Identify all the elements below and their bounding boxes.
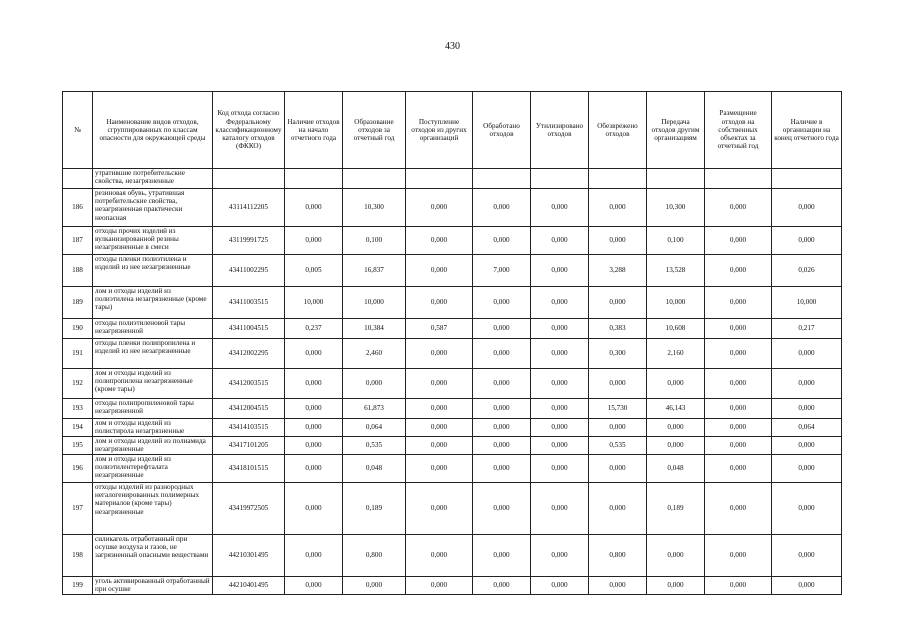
cell-end: 0,000	[772, 535, 842, 577]
cell-name-text: лом и отходы изделий из полистирола незагрязненные	[95, 419, 185, 436]
cell-num: 188	[63, 255, 93, 287]
cell-name-text: отходы полиэтиленовой тары незагрязненной	[95, 319, 186, 336]
cell-code: 43119991725	[213, 227, 285, 255]
cell-received: 0,000	[406, 577, 473, 595]
header-code: Код отхода согласно Федеральному классификационному каталогу отходов (ФККО)	[213, 92, 285, 169]
cell-utilized: 0,000	[531, 189, 589, 227]
cell-num: 195	[63, 437, 93, 455]
cell-received: 0,000	[406, 483, 473, 535]
cell-start: 0,000	[285, 535, 343, 577]
cell-start: 0,000	[285, 419, 343, 437]
cell-num: 189	[63, 287, 93, 319]
cell-name	[93, 483, 213, 535]
cell-name	[93, 319, 213, 339]
cell-num: 190	[63, 319, 93, 339]
cell-num	[63, 169, 93, 189]
cell-name-text: лом и отходы изделий из полиэтилена незагрязненные (кроме тары)	[95, 287, 207, 312]
table-row	[63, 227, 842, 255]
cell-code: 43412004515	[213, 399, 285, 419]
cell-end: 10,000	[772, 287, 842, 319]
cell-code: 43418101515	[213, 455, 285, 483]
cell-transferred: 0,189	[647, 483, 705, 535]
cell-name	[93, 339, 213, 369]
cell-received: 0,000	[406, 419, 473, 437]
cell-processed: 0,000	[473, 437, 531, 455]
table-row	[63, 319, 842, 339]
cell-code: 44210301495	[213, 535, 285, 577]
cell-code: 43414103515	[213, 419, 285, 437]
cell-processed	[473, 169, 531, 189]
cell-processed: 0,000	[473, 189, 531, 227]
cell-end: 0,000	[772, 577, 842, 595]
cell-transferred: 10,000	[647, 287, 705, 319]
cell-start: 0,000	[285, 399, 343, 419]
cell-received: 0,000	[406, 227, 473, 255]
cell-utilized: 0,000	[531, 227, 589, 255]
cell-utilized: 0,000	[531, 437, 589, 455]
cell-num: 197	[63, 483, 93, 535]
header-processed: Обработано отходов	[473, 92, 531, 169]
cell-neutralized: 0,000	[589, 419, 647, 437]
cell-placed: 0,000	[705, 319, 772, 339]
cell-received: 0,000	[406, 369, 473, 399]
cell-name-text: отходы полипропиленовой тары незагрязненной	[95, 399, 194, 416]
cell-utilized	[531, 169, 589, 189]
cell-processed: 0,000	[473, 369, 531, 399]
cell-neutralized: 0,535	[589, 437, 647, 455]
cell-start: 0,000	[285, 369, 343, 399]
table-row	[63, 419, 842, 437]
cell-processed: 7,000	[473, 255, 531, 287]
cell-neutralized: 0,300	[589, 339, 647, 369]
cell-received: 0,000	[406, 339, 473, 369]
cell-formed: 0,189	[343, 483, 406, 535]
cell-transferred: 0,000	[647, 577, 705, 595]
cell-transferred: 46,143	[647, 399, 705, 419]
cell-start: 0,000	[285, 227, 343, 255]
cell-placed	[705, 169, 772, 189]
cell-transferred: 13,528	[647, 255, 705, 287]
cell-name-text: отходы прочих изделий из вулканизированной резины незагрязненные в смеси	[95, 227, 179, 252]
page-number: 430	[445, 41, 460, 52]
cell-placed: 0,000	[705, 483, 772, 535]
cell-formed: 0,100	[343, 227, 406, 255]
cell-name	[93, 169, 213, 189]
cell-utilized: 0,000	[531, 255, 589, 287]
cell-placed: 0,000	[705, 577, 772, 595]
cell-processed: 0,000	[473, 287, 531, 319]
cell-start: 0,000	[285, 483, 343, 535]
cell-end: 0,000	[772, 437, 842, 455]
cell-end: 0,217	[772, 319, 842, 339]
cell-neutralized	[589, 169, 647, 189]
cell-name-text: уголь активированный отработанный при осушке	[95, 577, 210, 594]
cell-end: 0,000	[772, 227, 842, 255]
cell-processed: 0,000	[473, 319, 531, 339]
cell-placed: 0,000	[705, 535, 772, 577]
cell-code	[213, 169, 285, 189]
cell-placed: 0,000	[705, 227, 772, 255]
cell-name-text: лом и отходы изделий из полипропилена незагрязненные (кроме тары)	[95, 369, 193, 394]
cell-neutralized: 3,288	[589, 255, 647, 287]
cell-utilized: 0,000	[531, 319, 589, 339]
cell-processed: 0,000	[473, 339, 531, 369]
cell-formed: 0,048	[343, 455, 406, 483]
cell-name-text: лом и отходы изделий из полиамида незагрязненные	[95, 437, 206, 454]
cell-utilized: 0,000	[531, 577, 589, 595]
cell-formed: 10,384	[343, 319, 406, 339]
cell-num: 199	[63, 577, 93, 595]
cell-end: 0,000	[772, 189, 842, 227]
cell-received: 0,000	[406, 399, 473, 419]
cell-end: 0,000	[772, 455, 842, 483]
cell-formed: 61,873	[343, 399, 406, 419]
cell-start: 0,000	[285, 455, 343, 483]
cell-formed: 0,535	[343, 437, 406, 455]
waste-report-table	[62, 91, 842, 595]
cell-neutralized: 0,000	[589, 287, 647, 319]
table-row	[63, 255, 842, 287]
cell-processed: 0,000	[473, 399, 531, 419]
cell-formed: 10,300	[343, 189, 406, 227]
cell-name-text: утратившие потребительские свойства, незагрязненные	[95, 169, 185, 186]
cell-name-text: лом и отходы изделий из полиэтилентерефталата незагрязненные	[95, 455, 171, 480]
cell-end: 0,000	[772, 399, 842, 419]
table-row	[63, 339, 842, 369]
cell-neutralized: 0,000	[589, 455, 647, 483]
cell-num: 198	[63, 535, 93, 577]
cell-name	[93, 437, 213, 455]
cell-start: 0,237	[285, 319, 343, 339]
cell-received	[406, 169, 473, 189]
cell-received: 0,000	[406, 455, 473, 483]
table-row	[63, 399, 842, 419]
cell-end: 0,000	[772, 483, 842, 535]
cell-received: 0,000	[406, 287, 473, 319]
cell-neutralized: 15,730	[589, 399, 647, 419]
cell-num: 196	[63, 455, 93, 483]
cell-placed: 0,000	[705, 255, 772, 287]
cell-utilized: 0,000	[531, 399, 589, 419]
cell-formed: 0,000	[343, 369, 406, 399]
cell-neutralized: 0,800	[589, 535, 647, 577]
cell-num: 186	[63, 189, 93, 227]
cell-code: 43411003515	[213, 287, 285, 319]
header-utilized: Утилизировано отходов	[531, 92, 589, 169]
cell-transferred: 0,000	[647, 369, 705, 399]
cell-start: 0,000	[285, 339, 343, 369]
cell-processed: 0,000	[473, 455, 531, 483]
cell-end: 0,026	[772, 255, 842, 287]
header-received: Поступление отходов из других организаций	[406, 92, 473, 169]
cell-code: 43114112205	[213, 189, 285, 227]
cell-transferred: 2,160	[647, 339, 705, 369]
cell-name-text: отходы пленки полипропилена и изделий из нее незагрязненные	[95, 339, 196, 356]
cell-name	[93, 577, 213, 595]
cell-name	[93, 399, 213, 419]
cell-name-text: отходы изделий из разнородных негалогенированных полимерных материалов (кроме тары) незагрязненные	[95, 483, 200, 516]
cell-name	[93, 189, 213, 227]
cell-code: 43412002295	[213, 339, 285, 369]
table-row	[63, 577, 842, 595]
cell-formed: 0,800	[343, 535, 406, 577]
cell-utilized: 0,000	[531, 369, 589, 399]
header-transferred: Передача отходов другим организациям	[647, 92, 705, 169]
cell-neutralized: 0,000	[589, 483, 647, 535]
cell-placed: 0,000	[705, 189, 772, 227]
table-row	[63, 287, 842, 319]
cell-formed: 10,000	[343, 287, 406, 319]
cell-name	[93, 455, 213, 483]
cell-transferred: 10,300	[647, 189, 705, 227]
cell-received: 0,000	[406, 535, 473, 577]
cell-neutralized: 0,000	[589, 369, 647, 399]
cell-placed: 0,000	[705, 437, 772, 455]
cell-num: 191	[63, 339, 93, 369]
cell-processed: 0,000	[473, 227, 531, 255]
table-row	[63, 369, 842, 399]
cell-code: 43419972505	[213, 483, 285, 535]
table-body	[63, 169, 842, 595]
cell-placed: 0,000	[705, 369, 772, 399]
table-row	[63, 535, 842, 577]
cell-name-text: отходы пленки полиэтилена и изделий из нее незагрязненные	[95, 255, 191, 272]
cell-processed: 0,000	[473, 577, 531, 595]
table-row	[63, 189, 842, 227]
cell-end: 0,000	[772, 339, 842, 369]
cell-received: 0,000	[406, 437, 473, 455]
cell-neutralized: 0,000	[589, 577, 647, 595]
cell-processed: 0,000	[473, 483, 531, 535]
header-start: Наличие отходов на начало отчетного года	[285, 92, 343, 169]
cell-name	[93, 255, 213, 287]
cell-utilized: 0,000	[531, 287, 589, 319]
cell-transferred: 0,000	[647, 437, 705, 455]
cell-utilized: 0,000	[531, 483, 589, 535]
header-formed: Образование отходов за отчетный год	[343, 92, 406, 169]
cell-name	[93, 535, 213, 577]
table-row	[63, 169, 842, 189]
header-end: Наличие в организации на конец отчетного года	[772, 92, 842, 169]
cell-utilized: 0,000	[531, 419, 589, 437]
cell-placed: 0,000	[705, 399, 772, 419]
header-row	[63, 92, 842, 169]
cell-code: 43412003515	[213, 369, 285, 399]
cell-neutralized: 0,000	[589, 189, 647, 227]
cell-utilized: 0,000	[531, 339, 589, 369]
cell-start: 10,000	[285, 287, 343, 319]
cell-transferred: 0,000	[647, 419, 705, 437]
cell-num: 194	[63, 419, 93, 437]
header-num: №	[63, 92, 93, 169]
cell-code: 43411004515	[213, 319, 285, 339]
cell-code: 43417101205	[213, 437, 285, 455]
cell-transferred: 0,048	[647, 455, 705, 483]
cell-name	[93, 227, 213, 255]
cell-end	[772, 169, 842, 189]
header-neutralized: Обезврежено отходов	[589, 92, 647, 169]
cell-formed: 16,837	[343, 255, 406, 287]
cell-placed: 0,000	[705, 455, 772, 483]
cell-start: 0,000	[285, 577, 343, 595]
cell-placed: 0,000	[705, 287, 772, 319]
cell-utilized: 0,000	[531, 535, 589, 577]
cell-neutralized: 0,383	[589, 319, 647, 339]
cell-start: 0,005	[285, 255, 343, 287]
cell-neutralized: 0,000	[589, 227, 647, 255]
cell-transferred: 0,000	[647, 535, 705, 577]
cell-received: 0,587	[406, 319, 473, 339]
cell-received: 0,000	[406, 255, 473, 287]
cell-start	[285, 169, 343, 189]
cell-transferred: 10,608	[647, 319, 705, 339]
cell-name	[93, 287, 213, 319]
table-row	[63, 455, 842, 483]
header-name: Наименование видов отходов, сгруппированных по классам опасности для окружающей среды	[93, 92, 213, 169]
cell-end: 0,064	[772, 419, 842, 437]
cell-name-text: резиновая обувь, утратившая потребительские свойства, незагрязненная практически неопасная	[95, 189, 185, 222]
cell-code: 43411002295	[213, 255, 285, 287]
header-placed: Размещение отходов на собственных объектах за отчетный год	[705, 92, 772, 169]
cell-name	[93, 369, 213, 399]
table-row	[63, 483, 842, 535]
cell-start: 0,000	[285, 189, 343, 227]
cell-num: 187	[63, 227, 93, 255]
cell-formed: 2,460	[343, 339, 406, 369]
cell-end: 0,000	[772, 369, 842, 399]
cell-name-text: силикагель отработанный при осушке воздуха и газов, не загрязненный опасными веществами	[95, 535, 209, 560]
cell-processed: 0,000	[473, 535, 531, 577]
cell-name	[93, 419, 213, 437]
cell-start: 0,000	[285, 437, 343, 455]
cell-processed: 0,000	[473, 419, 531, 437]
cell-formed	[343, 169, 406, 189]
cell-formed: 0,064	[343, 419, 406, 437]
cell-num: 193	[63, 399, 93, 419]
table-row	[63, 437, 842, 455]
cell-formed: 0,000	[343, 577, 406, 595]
cell-placed: 0,000	[705, 419, 772, 437]
cell-utilized: 0,000	[531, 455, 589, 483]
cell-num: 192	[63, 369, 93, 399]
cell-received: 0,000	[406, 189, 473, 227]
cell-placed: 0,000	[705, 339, 772, 369]
cell-code: 44210401495	[213, 577, 285, 595]
cell-transferred	[647, 169, 705, 189]
cell-transferred: 0,100	[647, 227, 705, 255]
